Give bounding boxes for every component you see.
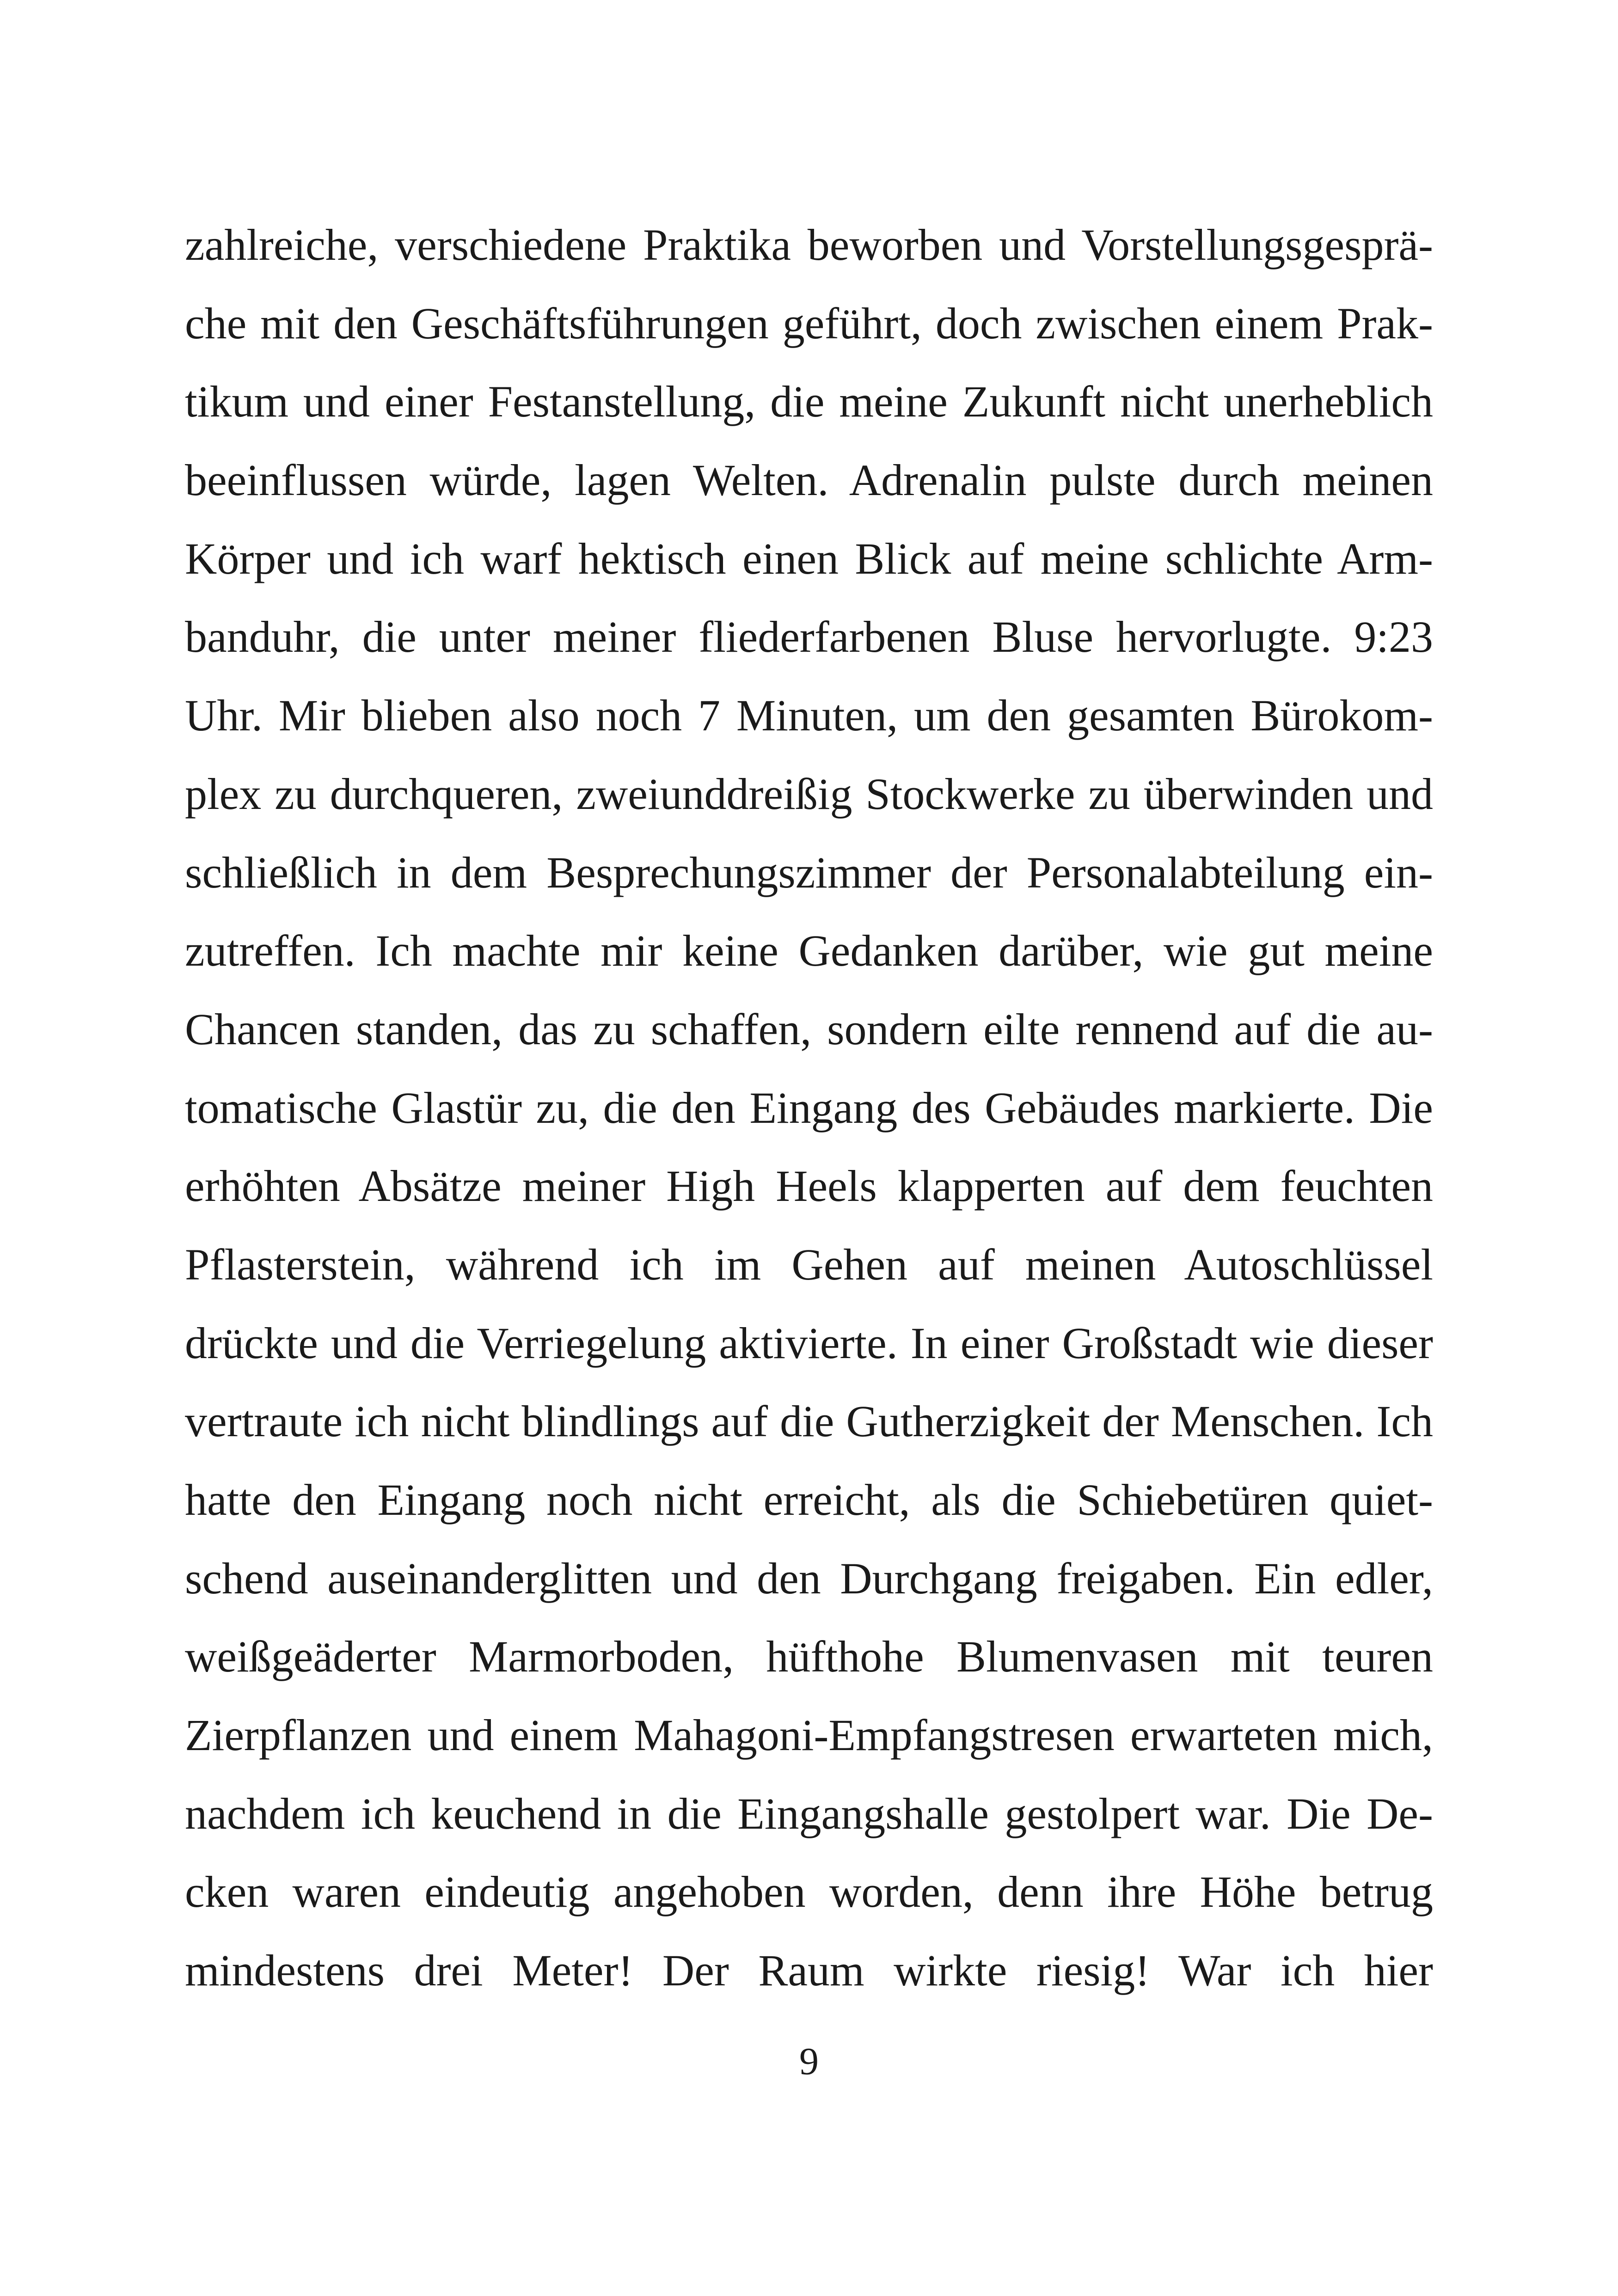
text-line: mindestens drei Meter! Der Raum wirkte riesig! War ich hier [185, 1946, 1433, 1996]
text-line: zutreffen. Ich machte mir keine Gedanken darüber, wie gut meine [185, 926, 1433, 976]
text-line: che mit den Geschäftsführungen geführt, doch zwischen einem Prak- [185, 298, 1433, 348]
text-line: Uhr. Mir blieben also noch 7 Minuten, um den gesamten Bürokom- [185, 691, 1433, 741]
text-line: banduhr, die unter meiner fliederfarbenen Bluse hervorlugte. 9:23 [185, 612, 1433, 662]
text-line: Chancen standen, das zu schaffen, sondern eilte rennend auf die au- [185, 1004, 1433, 1054]
text-line: hatte den Eingang noch nicht erreicht, als die Schiebetüren quiet- [185, 1475, 1433, 1525]
body-text [185, 206, 1433, 2010]
text-line: schließlich in dem Besprechungszimmer der Personalabteilung ein- [185, 847, 1433, 897]
text-line: zahlreiche, verschiedene Praktika beworben und Vorstellungsgesprä- [185, 220, 1433, 269]
text-line: plex zu durchqueren, zweiunddreißig Stockwerke zu überwinden und [185, 769, 1433, 819]
text-line: Pflasterstein, während ich im Gehen auf meinen Autoschlüssel [185, 1239, 1433, 1289]
text-line: Zierpflanzen und einem Mahagoni-Empfangstresen erwarteten mich, [185, 1710, 1433, 1760]
text-line: tikum und einer Festanstellung, die meine Zukunft nicht unerheblich [185, 377, 1433, 427]
text-line: schend auseinanderglitten und den Durchgang freigaben. Ein edler, [185, 1553, 1433, 1603]
text-line: Körper und ich warf hektisch einen Blick auf meine schlichte Arm- [185, 533, 1433, 583]
text-line: weißgeäderter Marmorboden, hüfthohe Blumenvasen mit teuren [185, 1632, 1433, 1682]
text-line: erhöhten Absätze meiner High Heels klapperten auf dem feuchten [185, 1161, 1433, 1211]
text-line: beeinflussen würde, lagen Welten. Adrenalin pulste durch meinen [185, 455, 1433, 505]
text-line: cken waren eindeutig angehoben worden, denn ihre Höhe betrug [185, 1867, 1433, 1917]
text-line: vertraute ich nicht blindlings auf die Gutherzigkeit der Menschen. Ich [185, 1396, 1433, 1446]
text-line: nachdem ich keuchend in die Eingangshalle gestolpert war. Die De- [185, 1788, 1433, 1838]
text-line: tomatische Glastür zu, die den Eingang des Gebäudes markierte. Die [185, 1083, 1433, 1133]
text-line: drückte und die Verriegelung aktivierte. In einer Großstadt wie dieser [185, 1318, 1433, 1368]
page-number: 9 [799, 2040, 819, 2083]
